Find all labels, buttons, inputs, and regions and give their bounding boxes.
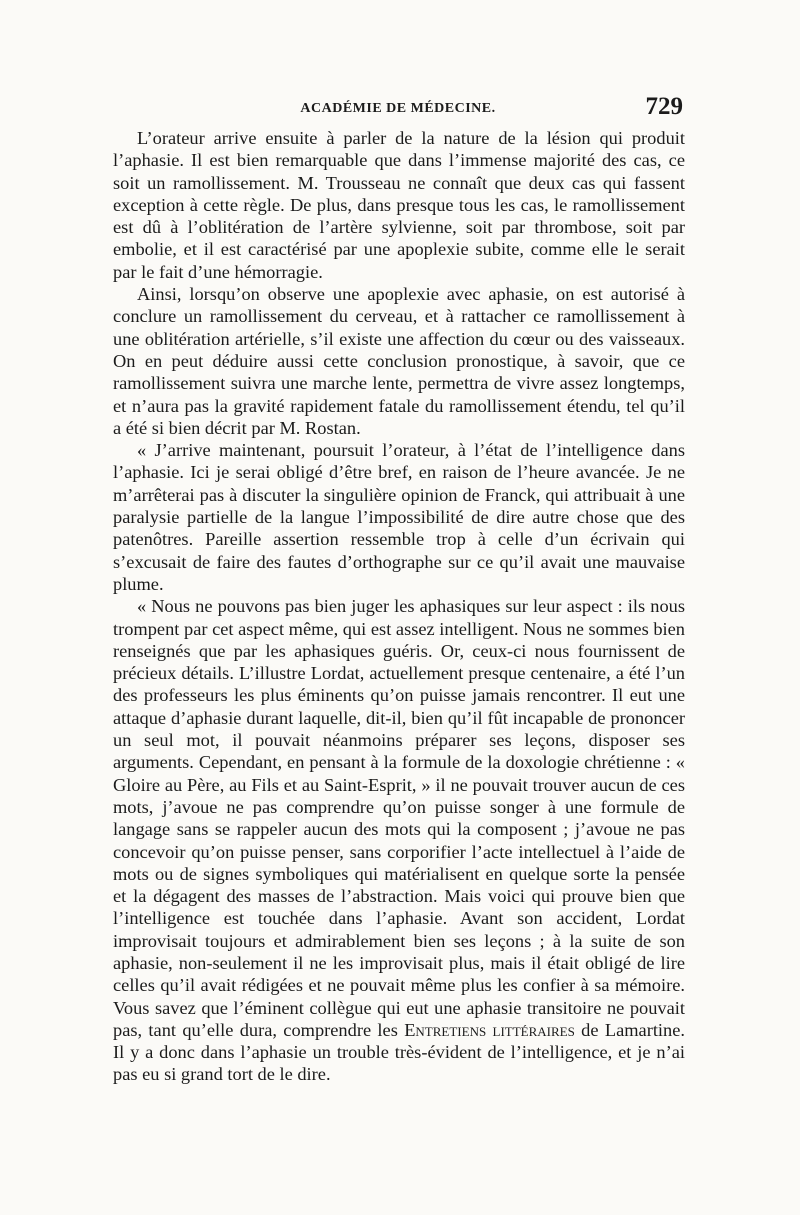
page-number: 729 [645, 93, 683, 120]
paragraph-apoplexy-conclusion: Ainsi, lorsqu’on observe une apoplexie avec aphasie, on est autorisé à conclure un ramollissement du cerveau, et à rattacher ce ramollissement à une oblitération artérielle, s’il existe une affection du cœur ou des vaisseaux. On en peut déduire aussi cette conclusion pronostique, à savoir, que ce ramollissement suivra une marche lente, permettra de vivre assez longtemps, et n’aura pas la gravité rapidement fatale du ramollissement étendu, tel qu’il a été si bien décrit par M. Rostan. [113, 284, 685, 438]
paragraph-lordat-text: « Nous ne pouvons pas bien juger les aphasiques sur leur aspect : ils nous trompent par cet aspect même, qui est assez intelligent. Nous ne sommes bien renseignés que par les aphasiques guéris. Or, ceux-ci nous fournissent de précieux détails. L’illustre Lordat, actuellement presque centenaire, a été l’un des professeurs les plus éminents qu’on puisse jamais rencontrer. Il eut une attaque d’aphasie durant laquelle, dit-il, bien qu’il fût incapable de prononcer un seul mot, il pouvait néanmoins préparer ses leçons, disposer ses arguments. Cependant, en pensant à la formule de la doxologie chrétienne : « Gloire au Père, au Fils et au Saint-Esprit, » il ne pouvait trouver aucun de ces mots, j’avoue ne pas comprendre qu’on puisse songer à une formule de langage sans se rappeler aucun des mots qui la composent ; j’avoue ne pas concevoir qu’on puisse penser, sans corporifier l’acte intellectuel à l’aide de mots ou de signes symboliques qui matérialisent en quelque sorte la pensée et la dégagent des masses de l’abstraction. Mais voici qui prouve bien que l’intelligence est touchée dans l’aphasie. Avant son accident, Lordat improvisait toujours et admirablement bien ses leçons ; à la suite de son aphasie, non-seulement il ne les improvisait plus, mais il était obligé de lire celles qu’il avait rédigées et ne pouvait même plus les confier à sa mémoire. Vous savez que l’éminent collègue qui eut une aphasie transitoire ne pouvait pas, tant qu’elle dura, comprendre les [113, 596, 685, 1040]
work-title-smallcaps: Entretiens littéraires [404, 1019, 575, 1040]
body-text [113, 127, 685, 1086]
paragraph-lordat [113, 595, 685, 1086]
paragraph-lesion-nature: L’orateur arrive ensuite à parler de la nature de la lésion qui produit l’aphasie. Il est bien remarquable que dans l’immense majorité des cas, ce soit un ramollissement. M. Trousseau ne connaît que deux cas qui fassent exception à cette règle. De plus, dans presque tous les cas, le ramollissement est dû à l’oblitération de l’artère sylvienne, soit par thrombose, soit par embolie, et il est caractérisé par une apoplexie subite, comme elle le serait par le fait d’une hémorragie. [113, 128, 685, 282]
paragraph-lordat-end: de Lamartine. Il y a donc dans l’aphasie un trouble très-évident de l’intelligence, et je n’ai pas eu si grand tort de le dire. [113, 1019, 685, 1085]
running-head [113, 95, 683, 125]
running-title: ACADÉMIE DE MÉDECINE. [300, 101, 496, 116]
paragraph-intelligence-intro: « J’arrive maintenant, poursuit l’orateur, à l’état de l’intelligence dans l’aphasie. Ici je serai obligé d’être bref, en raison de l’heure avancée. Je ne m’arrêterai pas à discuter la singulière opinion de Franck, qui attribuait à une paralysie partielle de la langue l’impossibilité de dire autre chose que des patenôtres. Pareille assertion ressemble trop à celle d’un écrivain qui s’excusait de faire des fautes d’orthographe sur ce qu’il avait une mauvaise plume. [113, 440, 685, 594]
